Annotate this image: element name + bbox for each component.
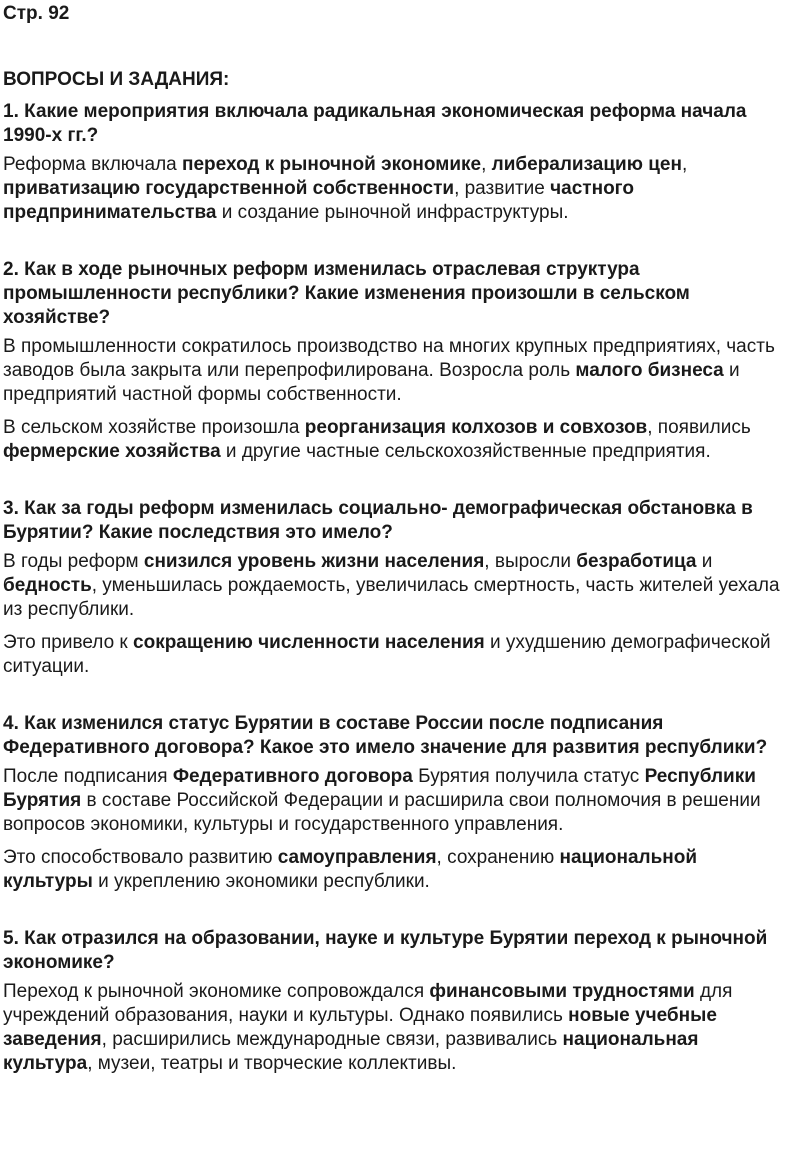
answer-key-term: фермерские хозяйства [3,441,221,462]
answer-text: и другие частные сельскохозяйственные предприятия. [220,441,711,462]
question-text: 3. Как за годы реформ изменилась социально- демографическая обстановка в Бурятии? Какие последствия это имело? [3,498,753,543]
answer-text: , уменьшилась рождаемость, увеличилась смертность, часть жителей уехала из республики. [3,575,780,620]
answer-text: , появились [647,417,751,438]
answer-key-term: малого бизнеса [575,360,724,381]
answer-key-term: частного предпринимательства [3,178,634,223]
answer-key-term: Федеративного договора [172,766,413,787]
answer-key-term: новые учебные заведения [3,1005,717,1050]
answer-text: и ухудшению демографической ситуации. [3,632,771,677]
answer-key-term: сокращению численности населения [133,632,485,653]
section-title: ВОПРОСЫ И ЗАДАНИЯ: [3,69,230,90]
answer-text: Бурятия получила статус [412,766,645,787]
answer-key-term: самоуправления [277,847,437,868]
question-text: 5. Как отразился на образовании, науке и культуре Бурятии переход к рыночной экономике? [3,928,768,973]
answer-text: , развитие [454,178,551,199]
answer-text: , выросли [484,551,577,572]
answer-key-term: снизился уровень жизни населения [143,551,485,572]
answer-key-term: финансовыми трудностями [429,981,695,1002]
answer-paragraph [3,550,792,622]
answer-paragraph [3,335,792,407]
answer-text: , расширились международные связи, развивались [101,1029,563,1050]
answer-text: , [681,154,688,175]
answer-text: и создание рыночной инфраструктуры. [216,202,569,223]
answer-text: Это привело к [3,632,134,653]
question-block [3,497,792,679]
question-text: 4. Как изменился статус Бурятии в составе России после подписания Федеративного договора? Какое это имело значение для развития республики? [3,713,768,758]
question-block [3,100,792,225]
answer-paragraph [3,980,792,1076]
question-text: 1. Какие мероприятия включала радикальная экономическая реформа начала 1990-х гг.? [3,101,747,146]
answer-text: Реформа включала [3,154,183,175]
answer-key-term: национальной культуры [3,847,698,892]
answer-text: После подписания [3,766,173,787]
answer-text: и [696,551,713,572]
answer-text: В промышленности сократилось производство на многих крупных предприятиях, часть заводов была закрыта или перепрофилирована. Возросла роль [3,336,775,381]
answer-key-term: бедность [3,575,92,596]
answer-paragraph [3,153,792,225]
answer-paragraph [3,631,792,679]
answer-text: Переход к рыночной экономике сопровождался [3,981,430,1002]
answer-text: в составе Российской Федерации и расширила свои полномочия в решении вопросов экономики, культуры и государственного управления. [3,790,761,835]
question-block [3,712,792,894]
answer-text: и укреплению экономики республики. [92,871,430,892]
answer-text: В годы реформ [3,551,144,572]
question-text: 2. Как в ходе рыночных реформ изменилась отраслевая структура промышленности республики? Какие изменения произошли в сельском хозяйстве? [3,259,690,328]
questions-list [3,100,792,1076]
answer-text: В сельском хозяйстве произошла [3,417,305,438]
answer-text: Это способствовало развитию [3,847,278,868]
question-block [3,927,792,1076]
answer-key-term: либерализацию цен [491,154,682,175]
answer-paragraph [3,416,792,464]
answer-key-term: Республики Бурятия [3,766,756,811]
answer-text: , сохранению [436,847,560,868]
answer-text: , музеи, театры и творческие коллективы. [87,1053,457,1074]
answer-key-term: безработица [576,551,697,572]
page-number: Стр. 92 [3,3,70,24]
answer-text: , [481,154,492,175]
question-block [3,258,792,464]
answer-text: для учреждений образования, науки и культуры. Однако появились [3,981,733,1026]
answer-text: и предприятий частной формы собственности. [3,360,740,405]
answer-paragraph [3,846,792,894]
answer-key-term: переход к рыночной экономике [182,154,482,175]
answer-key-term: национальная культура [3,1029,699,1074]
answer-key-term: реорганизация колхозов и совхозов [304,417,648,438]
answer-key-term: приватизацию государственной собственности [3,178,455,199]
answer-paragraph [3,765,792,837]
